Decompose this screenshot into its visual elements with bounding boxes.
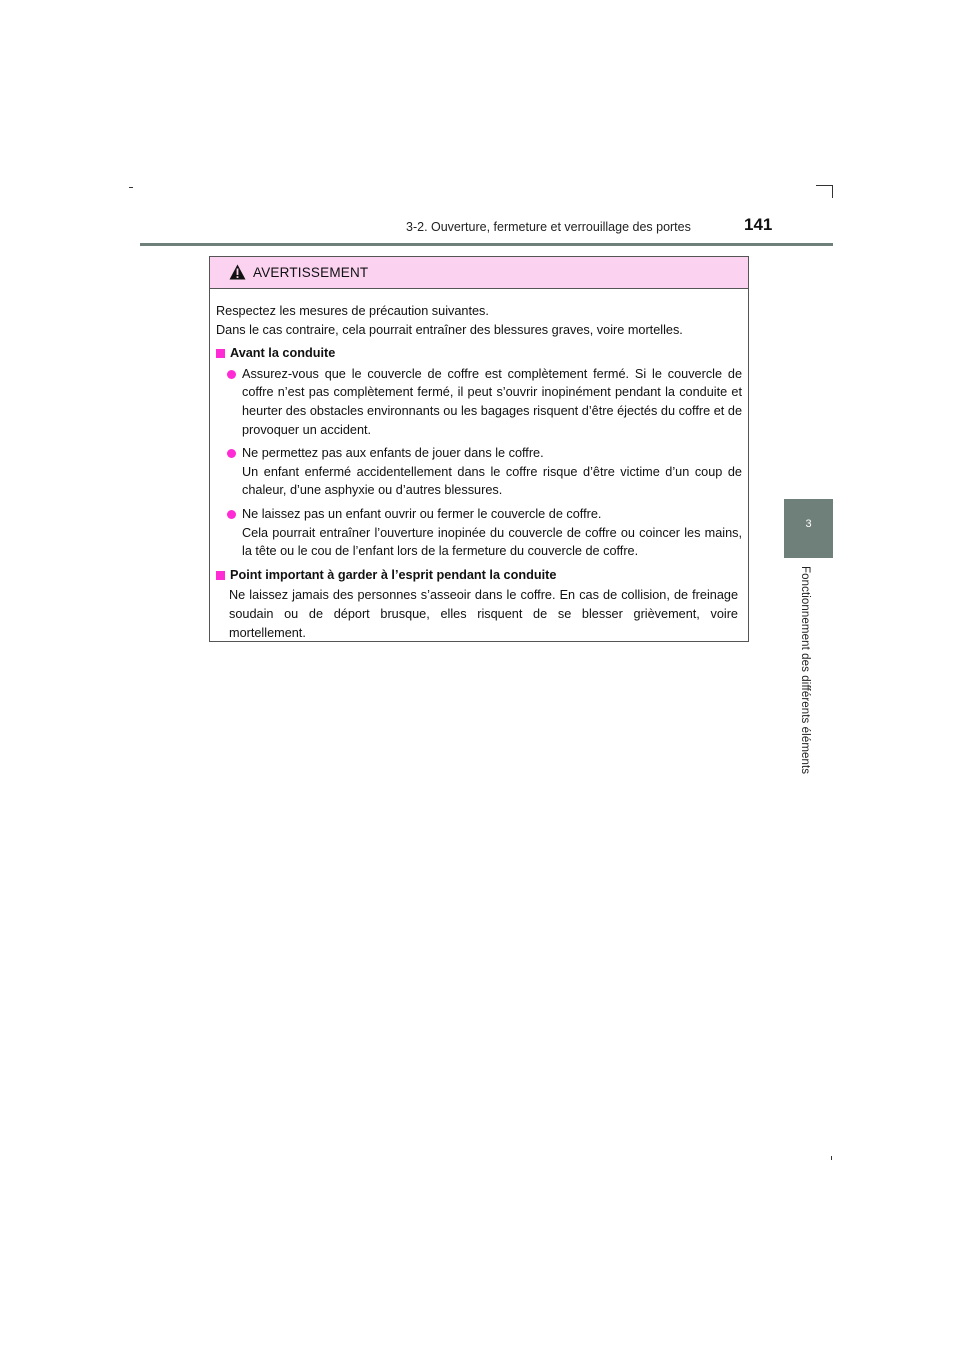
square-bullet-icon <box>216 571 225 580</box>
section-heading-text: Point important à garder à l’esprit pendant la conduite <box>230 567 557 582</box>
warning-header <box>210 257 748 289</box>
list-item <box>216 444 742 500</box>
section-heading <box>216 344 742 363</box>
section-heading-text: Avant la conduite <box>230 346 336 361</box>
list-item-text: Assurez-vous que le couvercle de coffre est complètement fermé. Si le couvercle de coffre n’est pas complètement fermé, il peut s’ouvrir inopinément pendant la conduite et heurter des obstacles environnants ou les bagages risquent d’être éjectés du coffre et de provoquer un accident. <box>242 366 742 437</box>
page-number: 141 <box>744 215 773 234</box>
list-item-text: Un enfant enfermé accidentellement dans le coffre risque d’être victime d’un coup de chaleur, d’une asphyxie ou d’autres blessures. <box>242 464 742 498</box>
circle-bullet-icon <box>227 510 236 519</box>
circle-bullet-icon <box>227 449 236 458</box>
chapter-tab <box>784 499 833 558</box>
list-item-text: Ne laissez pas un enfant ouvrir ou fermer le couvercle de coffre. <box>242 506 602 521</box>
header-rule <box>140 243 833 246</box>
chapter-number: 3 <box>805 518 812 530</box>
list-item <box>216 505 742 561</box>
warning-body <box>210 289 748 642</box>
crop-mark-top-right-v <box>832 185 833 198</box>
intro-line: Respectez les mesures de précaution suivantes. <box>216 304 489 318</box>
warning-triangle-icon <box>229 264 246 280</box>
crop-mark-top-right-h <box>816 185 833 186</box>
list-item-text: Ne permettez pas aux enfants de jouer dans le coffre. <box>242 446 544 461</box>
chapter-title: Fonctionnement des différents éléments <box>799 566 811 775</box>
section-heading <box>216 566 742 585</box>
intro-line: Dans le cas contraire, cela pourrait entraîner des blessures graves, voire mortelles. <box>216 322 683 337</box>
list-item-text: Cela pourrait entraîner l’ouverture inopinée du couvercle de coffre ou coincer les mains, la tête ou le cou de l’enfant lors de la fermeture du couvercle de coffre. <box>242 525 742 559</box>
square-bullet-icon <box>216 349 225 358</box>
warning-title: AVERTISSEMENT <box>253 265 369 280</box>
circle-bullet-icon <box>227 370 236 379</box>
list-item <box>216 365 742 439</box>
warning-box <box>209 256 749 642</box>
crop-mark-bottom-right <box>831 1156 832 1160</box>
paragraph: Ne laissez jamais des personnes s’asseoir dans le coffre. En cas de collision, de freinage soudain ou de déport brusque, elles risquent de se blesser grièvement, voire mortellement. <box>229 588 738 640</box>
crop-mark-top-left <box>129 187 133 188</box>
running-header: 3-2. Ouverture, fermeture et verrouillage des portes <box>406 220 691 234</box>
